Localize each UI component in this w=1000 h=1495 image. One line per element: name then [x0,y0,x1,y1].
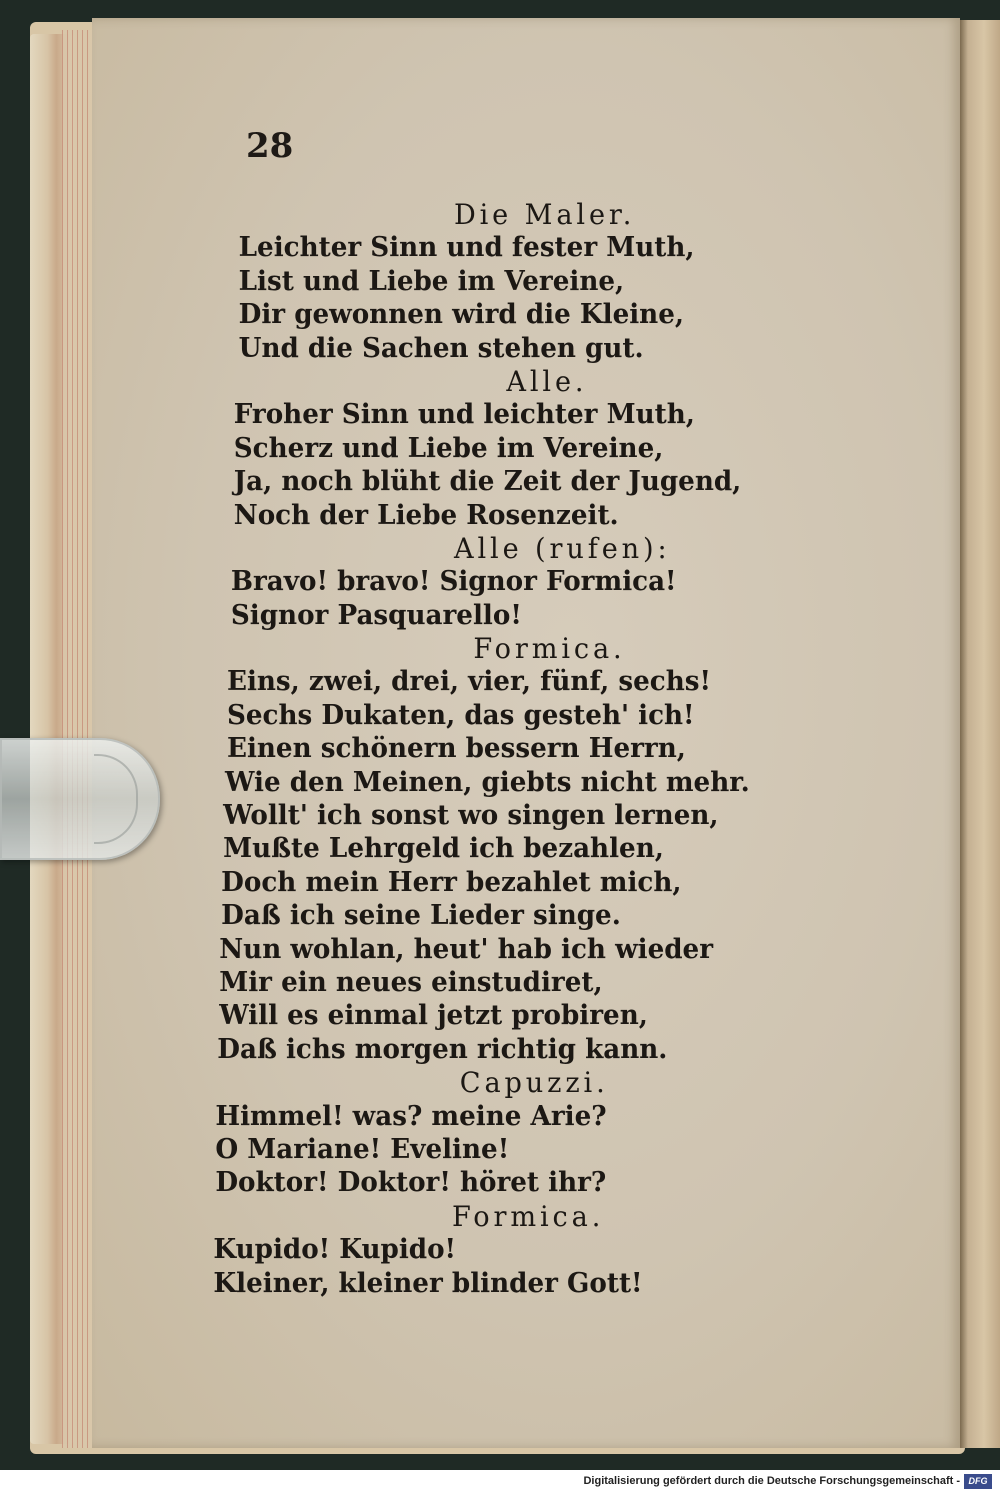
verse-line: Sechs Dukaten, das gesteh' ich! [226,699,695,731]
verse-line: Froher Sinn und leichter Muth, [233,399,695,431]
verse-line: Doch mein Herr bezahlet mich, [221,866,682,898]
verse-line: Himmel! was? meine Arie? [215,1100,607,1132]
verse-line: Ja, noch blüht die Zeit der Jugend, [233,466,742,498]
verse-line: Dir gewonnen wird die Kleine, [238,299,685,331]
speaker-heading: Alle (rufen): [453,531,671,565]
verse-line: Will es einmal jetzt probiren, [219,1000,648,1032]
footer-bar [0,1470,1000,1495]
verse-line: Nun wohlan, heut' hab ich wieder [219,933,714,965]
verse-line: Leichter Sinn und fester Muth, [238,232,695,264]
verse-line: Mir ein neues einstudiret, [219,966,603,998]
speaker-heading: Die Maler. [453,198,636,231]
verse-line: Wollt' ich sonst wo singen lernen, [223,800,719,832]
verse-line: Scherz und Liebe im Vereine, [233,432,664,464]
verse-line: Noch der Liebe Rosenzeit. [233,499,619,531]
footer-credit: Digitalisierung gefördert durch die Deutsche Forschungsgemeinschaft - [583,1475,960,1487]
verse-line: Mußte Lehrgeld ich bezahlen, [223,833,664,865]
verse-line: Signor Pasquarello! [230,599,522,631]
speaker-heading: Formica. [473,632,626,666]
verse-line: Daß ich seine Lieder singe. [221,900,621,932]
verse-line: Kleiner, kleiner blinder Gott! [213,1267,643,1299]
verse-line: O Mariane! Eveline! [215,1133,510,1165]
verse-line: Wie den Meinen, giebts nicht mehr. [225,766,750,798]
speaker-heading: Formica. [452,1199,605,1233]
page-number: 28 [246,126,294,166]
verse-line: List und Liebe im Vereine, [238,265,625,297]
facing-page-edge [960,20,1000,1448]
verse-line: Daß ichs morgen richtig kann. [217,1033,668,1065]
verse-line: Kupido! Kupido! [213,1234,457,1266]
speaker-heading: Capuzzi. [459,1066,609,1100]
page-text [0,198,960,1300]
speaker-heading: Alle. [506,364,588,398]
dfg-logo: DFG [964,1474,992,1489]
verse-line: Einen schönern bessern Herrn, [226,733,686,765]
verse-line: Doktor! Doktor! höret ihr? [215,1167,607,1199]
verse-line: Eins, zwei, drei, vier, fünf, sechs! [226,666,712,698]
verse-line: Und die Sachen stehen gut. [238,332,644,364]
verse-line: Bravo! bravo! Signor Formica! [230,566,677,598]
